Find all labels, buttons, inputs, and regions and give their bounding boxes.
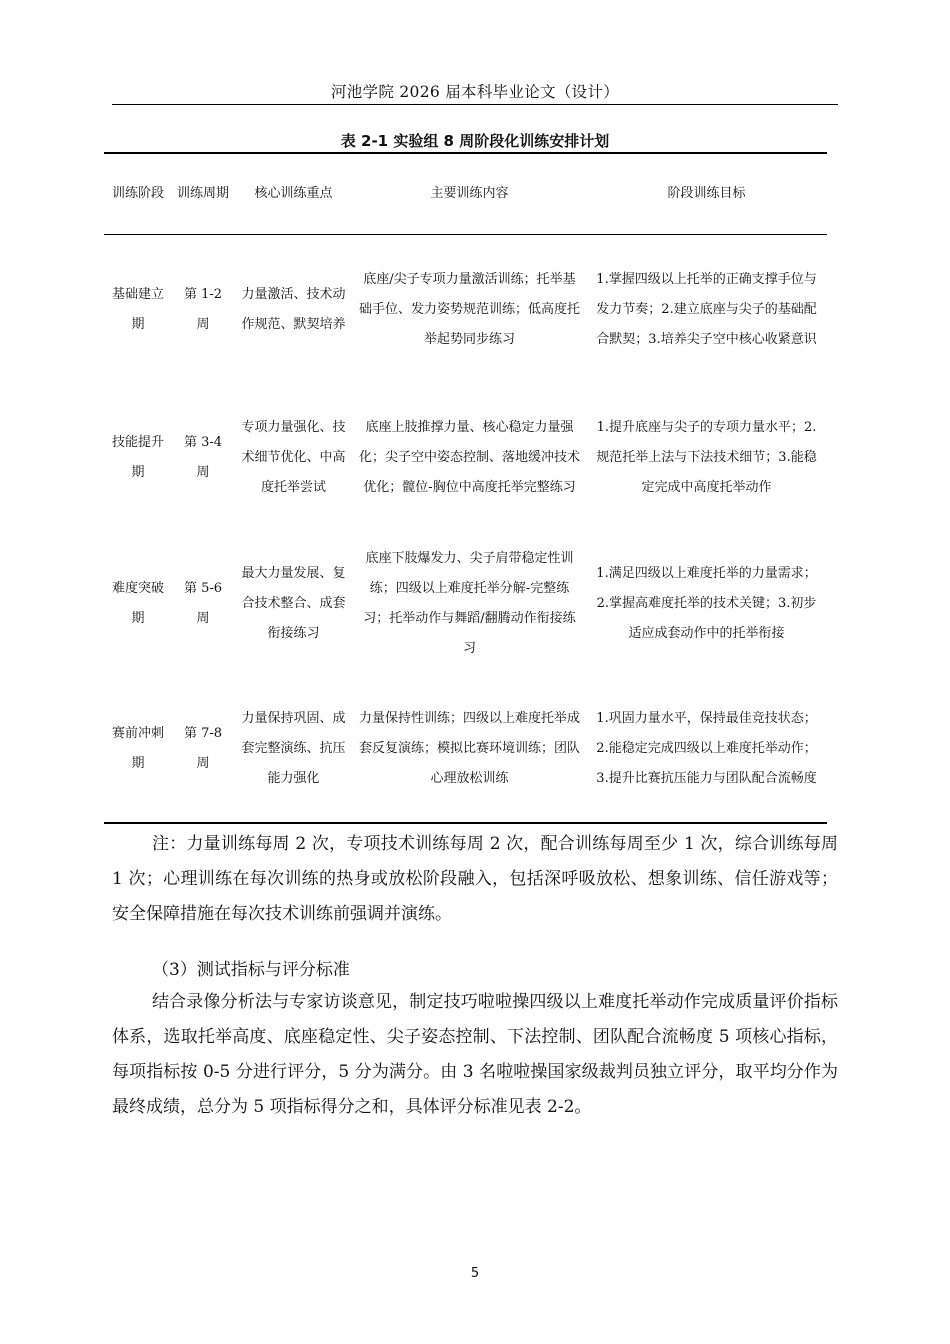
column-header-content: 主要训练内容: [430, 186, 509, 201]
table-note: 注：力量训练每周 2 次，专项技术训练每周 2 次，配合训练每周至少 1 次，综合训练每周 1 次；心理训练在每次训练的热身或放松阶段融入，包括深呼吸放松、想象训练、信任游戏等；安全保障措施在每次技术训练前强调并演练。: [112, 834, 838, 924]
cell-goal: 1.提升底座与尖子的专项力量水平；2.规范托举上法与下法技术细节；3.能稳定完成中高度托举动作: [596, 419, 817, 495]
cell-focus: 最大力量发展、复合技术整合、成套衔接练习: [241, 565, 346, 641]
column-header-weeks: 训练周期: [176, 186, 229, 201]
running-header: 河池学院 2026 届本科毕业论文（设计）: [330, 83, 620, 101]
column-header-goal: 阶段训练目标: [667, 186, 746, 201]
cell-stage: 技能提升期: [111, 434, 164, 480]
table-row: [104, 677, 827, 823]
cell-goal: 1.满足四级以上难度托举的力量需求；2.掌握高难度托举的技术关键；3.初步适应成套动作中的托举衔接: [596, 565, 817, 641]
cell-content: 底座上肢推撑力量、核心稳定力量强化；尖子空中姿态控制、落地缓冲技术优化；髋位-胸位中高度托举完整练习: [358, 419, 580, 495]
table-caption: 表 2-1 实验组 8 周阶段化训练安排计划: [340, 132, 610, 150]
body-paragraph: 结合录像分析法与专家访谈意见，制定技巧啦啦操四级以上难度托举动作完成质量评价指标体系，选取托举高度、底座稳定性、尖子姿态控制、下法控制、团队配合流畅度 5 项核心指标，每项指标按 0-5 分进行评分，5 分为满分。由 3 名啦啦操国家级裁判员独立评分，取平均分作为最终成绩，总分为 5 项指标得分之和，具体评分标准见表 2-2。: [112, 992, 838, 1117]
column-header-focus: 核心训练重点: [254, 186, 333, 201]
cell-goal: 1.掌握四级以上托举的正确支撑手位与发力节奏；2.建立底座与尖子的基础配合默契；3.培养尖子空中核心收紧意识: [596, 271, 817, 347]
cell-weeks: 第 7-8 周: [183, 726, 223, 771]
cell-weeks: 第 5-6 周: [183, 580, 223, 626]
page-number: 5: [470, 1266, 480, 1281]
table-row: [104, 385, 827, 531]
cell-weeks: 第 1-2 周: [183, 286, 223, 332]
cell-content: 底座/尖子专项力量激活训练；托举基础手位、发力姿势规范训练；低高度托举起势同步练习: [358, 271, 580, 347]
section-subheading: （3）测试指标与评分标准: [152, 960, 350, 980]
column-header-stage: 训练阶段: [111, 186, 164, 201]
cell-content: 底座下肢爆发力、尖子肩带稳定性训练；四级以上难度托举分解-完整练习；托举动作与舞蹈/翻腾动作衔接练习: [363, 550, 576, 656]
cell-focus: 力量激活、技术动作规范、默契培养: [241, 286, 346, 332]
cell-goal: 1.巩固力量水平，保持最佳竞技状态；2.能稳定完成四级以上难度托举动作；3.提升比赛抗压能力与团队配合流畅度: [596, 711, 817, 786]
cell-weeks: 第 3-4 周: [183, 434, 223, 480]
cell-content: 力量保持性训练；四级以上难度托举成套反复演练；模拟比赛环境训练；团队心理放松训练: [358, 711, 580, 786]
table-row: [104, 531, 827, 677]
cell-stage: 难度突破期: [111, 580, 164, 626]
training-plan-table: [104, 152, 827, 824]
header-rule: [112, 104, 838, 105]
table-row: [104, 235, 827, 385]
cell-focus: 力量保持巩固、成套完整演练、抗压能力强化: [241, 711, 346, 786]
table-header-row: [104, 153, 827, 235]
cell-stage: 赛前冲刺期: [111, 726, 164, 771]
cell-focus: 专项力量强化、技术细节优化、中高度托举尝试: [241, 419, 346, 495]
cell-stage: 基础建立期: [111, 286, 164, 332]
